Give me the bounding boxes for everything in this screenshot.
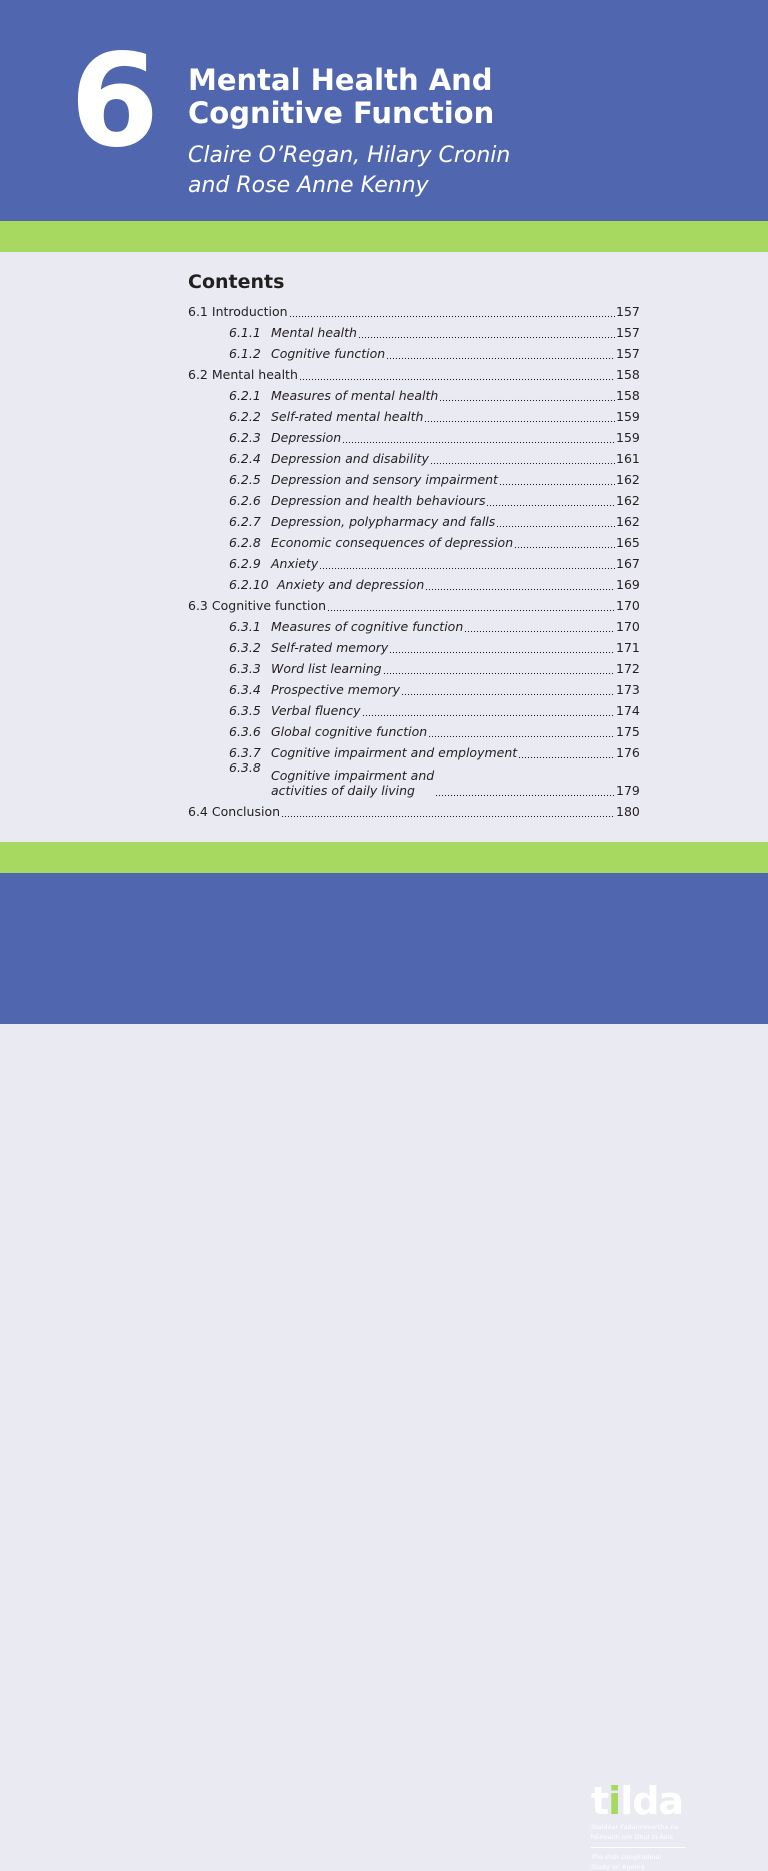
toc-entry[interactable] [188,340,638,361]
toc-leader-dots [289,304,615,319]
chapter-title-line1: Mental Health And [188,63,493,97]
toc-entry-number: 6.2 [188,367,208,382]
toc-entry-text: Word list learning [271,661,382,676]
logo-irish-line1: Staidéar Fadaimseartha na [591,1823,679,1831]
toc-entry[interactable] [188,361,638,382]
toc-entry-number: 6.2.2 [229,409,261,424]
toc-entry[interactable] [188,571,638,592]
toc-entry-text: Introduction [211,304,288,319]
toc-entry[interactable] [188,445,638,466]
toc-entry[interactable] [188,424,638,445]
toc-entry[interactable] [188,634,638,655]
toc-entry[interactable] [188,798,638,819]
authors-line1: Claire O’Regan, Hilary Cronin [188,143,511,168]
toc-entry-text: Prospective memory [271,682,400,697]
toc-leader-dots [428,724,615,739]
toc-leader-dots [342,430,615,445]
toc-leader-dots [464,619,615,634]
toc-entry-number: 6.1 [188,304,208,319]
toc-entry-text: Measures of mental health [271,388,439,403]
toc-leader-dots [401,682,615,697]
toc-entry-number: 6.2.5 [229,472,261,487]
toc-leader-dots [424,409,615,424]
toc-page-number: 162 [616,514,640,529]
chapter-number: 6 [70,27,160,176]
toc-entry[interactable] [188,466,638,487]
chapter-authors [188,141,510,201]
toc-entry-text: Self-rated memory [271,640,389,655]
toc-leader-dots [358,325,615,340]
toc-entry-number: 6.4 [188,804,208,819]
page-footer [0,873,768,1871]
toc-entry-text: Cognitive function [271,346,386,361]
chapter-title [188,64,494,130]
chapter-header [0,0,768,221]
chapter-title-line2: Cognitive Function [188,96,495,130]
toc-leader-dots [319,556,615,571]
toc-entry[interactable] [188,508,638,529]
toc-entry-number: 6.2.8 [229,535,261,550]
toc-entry[interactable] [188,655,638,676]
toc-leader-dots [425,577,615,592]
toc-leader-dots [327,598,615,613]
tilda-logo [591,1781,691,1871]
toc-leader-dots [430,451,615,466]
toc-page-number: 169 [616,577,640,592]
toc-list [188,298,638,819]
toc-entry-text: Depression and health behaviours [271,493,486,508]
toc-entry[interactable] [188,319,638,340]
toc-page-number: 170 [616,619,640,634]
toc-entry-text: Depression [271,430,342,445]
toc-entry-text: Depression and disability [271,451,429,466]
toc-entry-text: Cognitive impairment and [271,768,435,783]
toc-entry-text: Mental health [211,367,298,382]
toc-entry-number: 6.3.1 [229,619,261,634]
toc-entry-number: 6.3.5 [229,703,261,718]
toc-page-number: 175 [616,724,640,739]
logo-letter-t: t [591,1779,609,1823]
toc-entry-text: Anxiety and depression [277,577,425,592]
toc-entry-text-block [271,768,434,798]
toc-entry-number: 6.2.1 [229,388,261,403]
table-of-contents [188,268,638,819]
toc-leader-dots [389,640,615,655]
toc-entry-number: 6.2.3 [229,430,261,445]
toc-entry-text: Mental health [271,325,357,340]
toc-entry-text: Conclusion [211,804,281,819]
toc-entry[interactable] [188,550,638,571]
top-green-band [0,221,768,252]
toc-entry-number: 6.2.7 [229,514,261,529]
toc-page-number: 171 [616,640,640,655]
toc-page-number: 158 [616,388,640,403]
toc-entry-number: 6.3 [188,598,208,613]
toc-page-number: 162 [616,493,640,508]
toc-entry-number: 6.2.4 [229,451,261,466]
toc-entry-number: 6.3.7 [229,745,261,760]
toc-leader-dots [496,514,615,529]
toc-entry-text: Global cognitive function [271,724,428,739]
toc-entry[interactable] [188,592,638,613]
toc-page-number: 167 [616,556,640,571]
toc-entry[interactable] [188,487,638,508]
toc-entry-number: 6.3.4 [229,682,261,697]
logo-english-line2: Study on Ageing [591,1863,645,1871]
toc-entry-text: Anxiety [271,556,319,571]
toc-page-number: 179 [616,783,640,798]
toc-leader-dots [499,472,615,487]
toc-page-number: 176 [616,745,640,760]
toc-entry-text: Depression, polypharmacy and falls [271,514,496,529]
toc-entry[interactable] [188,718,638,739]
toc-entry[interactable] [188,403,638,424]
toc-entry-number: 6.3.6 [229,724,261,739]
toc-entry-number: 6.3.8 [229,760,261,775]
toc-page-number: 173 [616,682,640,697]
toc-entry[interactable] [188,382,638,403]
toc-entry-text: Measures of cognitive function [271,619,464,634]
toc-page-number: 165 [616,535,640,550]
toc-leader-dots [439,388,615,403]
toc-page-number: 162 [616,472,640,487]
toc-entry[interactable] [188,760,638,798]
toc-entry[interactable] [188,676,638,697]
bottom-green-band [0,842,768,873]
toc-entry-number: 6.3.3 [229,661,261,676]
toc-entry-text: Economic consequences of depression [271,535,514,550]
logo-letter-i: i [608,1779,621,1823]
toc-entry-number: 6.3.2 [229,640,261,655]
toc-entry[interactable] [188,298,638,319]
toc-leader-dots [281,804,615,819]
toc-entry[interactable] [188,697,638,718]
toc-page-number: 159 [616,409,640,424]
logo-letters-lda: lda [620,1779,684,1823]
toc-page-number: 157 [616,325,640,340]
toc-page-number: 161 [616,451,640,466]
logo-irish-line2: hÉireann um Dhul in Aois [591,1833,673,1841]
logo-english-line1: The Irish Longitudinal [591,1853,662,1861]
toc-entry-text-line2: activities of daily living [271,783,415,798]
toc-entry-number: 6.2.6 [229,493,261,508]
toc-page-number: 157 [616,304,640,319]
authors-line2: and Rose Anne Kenny [188,173,429,198]
toc-entry-number: 6.1.1 [229,325,261,340]
toc-leader-dots [486,493,615,508]
tilda-wordmark [591,1781,691,1821]
toc-entry[interactable] [188,529,638,550]
toc-leader-dots [514,535,615,550]
toc-page-number: 180 [616,804,640,819]
toc-leader-dots [518,745,615,760]
toc-page-number: 174 [616,703,640,718]
toc-leader-dots [383,661,615,676]
toc-entry-number: 6.2.10 [229,577,269,592]
toc-page-number: 158 [616,367,640,382]
toc-leader-dots [362,703,615,718]
toc-page-number: 157 [616,346,640,361]
logo-divider [591,1847,685,1848]
toc-entry-number: 6.1.2 [229,346,261,361]
toc-entry-text: Self-rated mental health [271,409,424,424]
toc-entry[interactable] [188,613,638,634]
toc-leader-dots [435,783,615,798]
contents-heading: Contents [188,271,285,293]
toc-page-number: 159 [616,430,640,445]
toc-entry-text: Verbal fluency [271,703,361,718]
toc-leader-dots [299,367,615,382]
toc-page-number: 172 [616,661,640,676]
toc-leader-dots [386,346,615,361]
toc-entry-text: Cognitive function [211,598,327,613]
toc-entry-number: 6.2.9 [229,556,261,571]
toc-entry-text: Cognitive impairment and employment [271,745,518,760]
toc-entry[interactable] [188,739,638,760]
toc-entry-text: Depression and sensory impairment [271,472,498,487]
toc-page-number: 170 [616,598,640,613]
